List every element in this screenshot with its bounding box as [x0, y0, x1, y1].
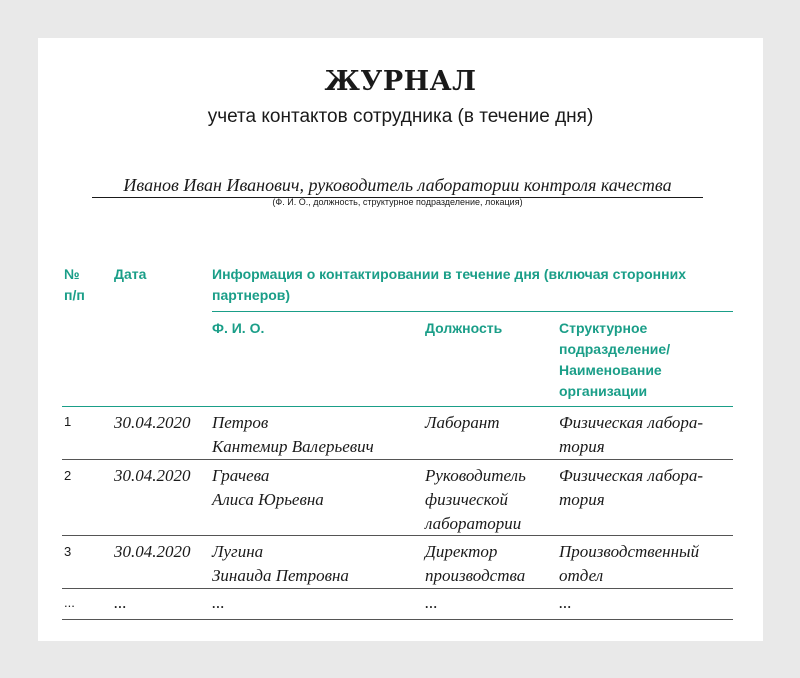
row-2-date: 30.04.2020: [114, 466, 191, 485]
row-2-num: 2: [64, 468, 72, 483]
header-num: № п/п: [64, 266, 85, 303]
employee-line: Иванов Иван Иванович, руководитель лаборатории контроля качества: [92, 175, 703, 198]
row-2-position: Руководитель физической лаборатории: [425, 466, 526, 533]
header-position: Должность: [425, 320, 503, 336]
header-org: Структурное подразделение/ Наименование организации: [559, 320, 671, 399]
row-1-fio: Петров Кантемир Валерьевич: [212, 413, 374, 456]
row-more-num: ...: [64, 595, 75, 610]
header-info: Информация о контактировании в течение дня (включая сторонних партнеров): [212, 266, 686, 303]
row-3-divider: [62, 588, 733, 589]
row-more-org: ...: [559, 593, 572, 612]
header-fio: Ф. И. О.: [212, 320, 265, 336]
document-title: ЖУРНАЛ: [324, 66, 477, 97]
row-3-num: 3: [64, 544, 72, 559]
row-1-org: Физическая лабора- тория: [559, 413, 704, 456]
row-3-fio: Лугина Зинаида Петровна: [212, 542, 349, 585]
row-more-fio: ...: [212, 593, 225, 612]
row-more-date: ...: [114, 593, 127, 612]
row-2-fio: Грачева Алиса Юрьевна: [212, 466, 324, 509]
header-bottom-line: [62, 406, 733, 407]
document-subtitle: учета контактов сотрудника (в течение дня): [207, 106, 594, 127]
row-1-position: Лаборант: [425, 413, 500, 432]
row-more-position: ...: [425, 593, 438, 612]
employee-hint: (Ф. И. О., должность, структурное подразделение, локация): [272, 197, 523, 207]
row-1-date: 30.04.2020: [114, 413, 191, 432]
row-1-num: 1: [64, 414, 72, 429]
header-date: Дата: [114, 266, 147, 282]
row-1-divider: [62, 459, 733, 460]
row-3-position: Директор производства: [425, 542, 526, 585]
header-divider: [212, 311, 733, 312]
row-2-org: Физическая лабора- тория: [559, 466, 704, 509]
row-3-date: 30.04.2020: [114, 542, 191, 561]
row-3-org: Производственный отдел: [559, 542, 700, 585]
table-bottom-line: [62, 619, 733, 620]
row-2-divider: [62, 535, 733, 536]
journal-page: [38, 38, 763, 641]
